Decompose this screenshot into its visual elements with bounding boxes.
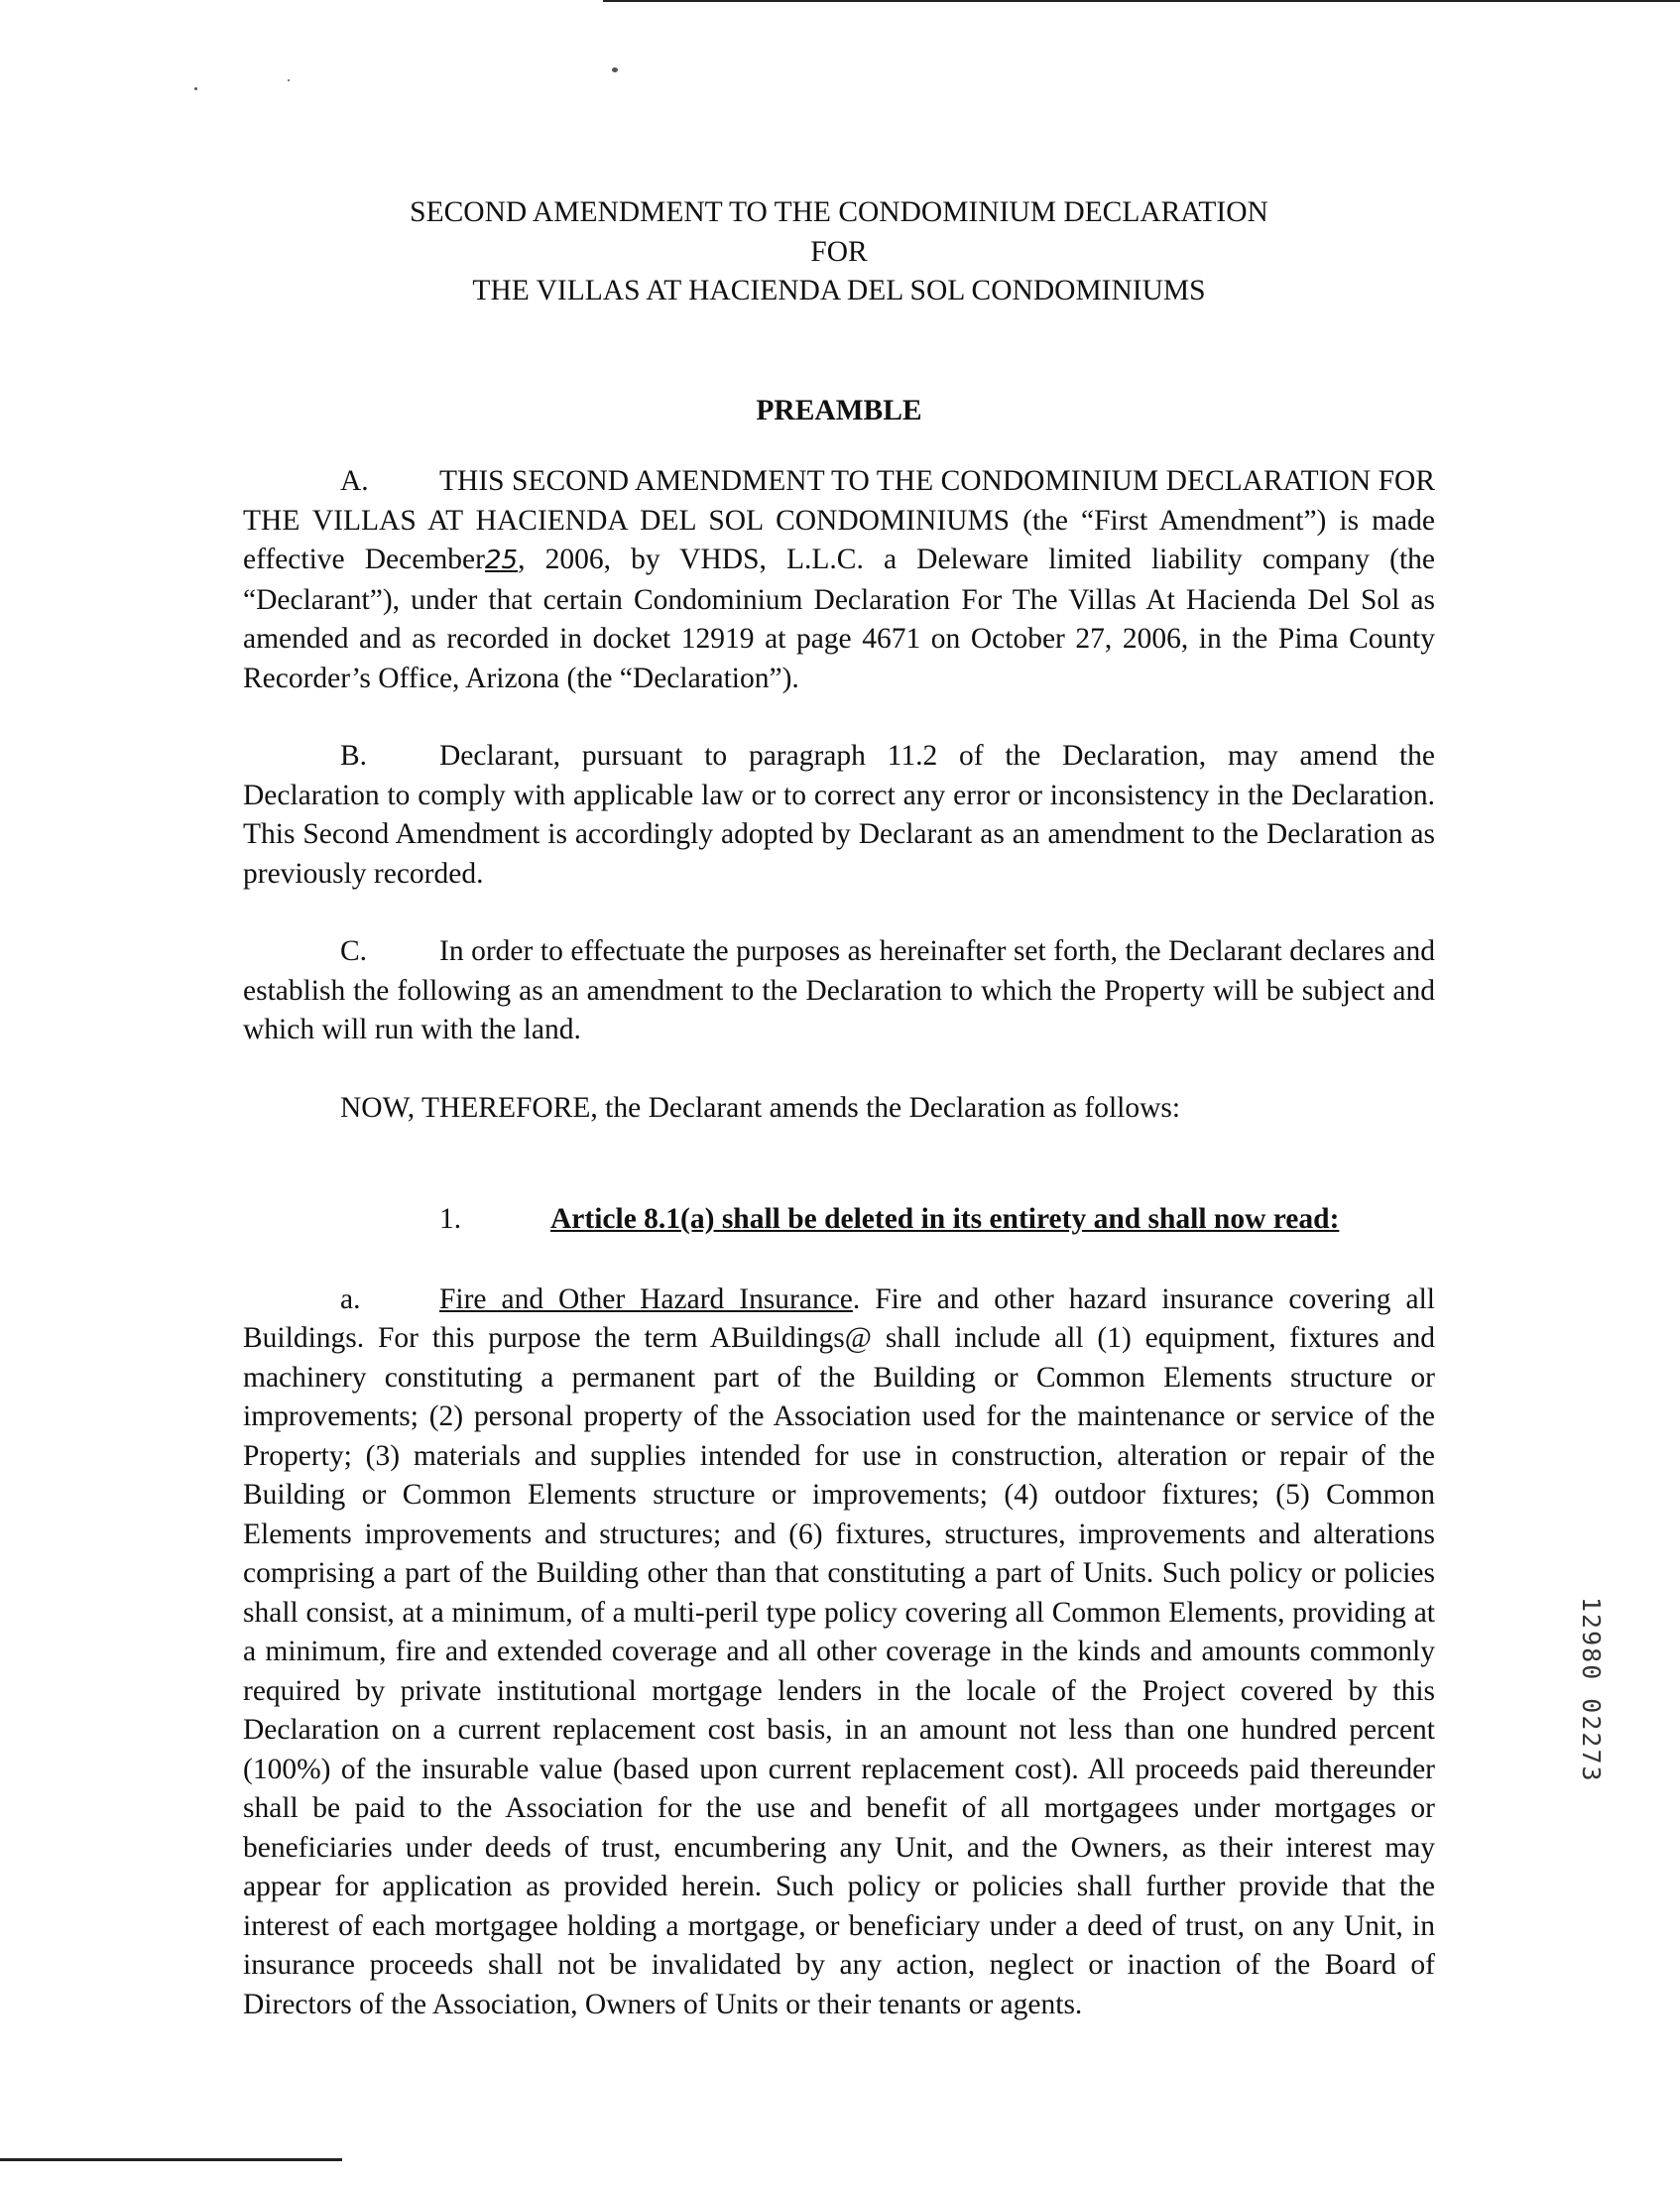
article-heading xyxy=(243,1200,1435,1240)
now-therefore-clause: NOW, THEREFORE, the Declarant amends the Declaration as follows: xyxy=(340,1091,1181,1124)
paragraph-b-text: Declarant, pursuant to paragraph 11.2 of the Declaration, may amend the Declaration to comply with applicable law or to correct any error or inconsistency in the Declaration. This Second Amendment is accordingly adopted by Declarant as an amendment to the Declaration as previously recorded. xyxy=(243,740,1435,890)
document-page xyxy=(243,193,1435,2024)
paragraph-c-text: In order to effectuate the purposes as hereinafter set forth, the Declarant declares and establish the following as an amendment to the Declaration to which the Property will be subject and which will run with the land. xyxy=(243,935,1435,1045)
paragraph-c xyxy=(243,932,1435,1050)
scan-speck xyxy=(288,79,290,81)
paragraph-a-text-1: THIS SECOND AMENDMENT TO THE CONDOMINIUM DECLARATION FOR THE VILLAS AT HACIENDA DEL SOL CONDOMINIUMS (the “First Amendment”) is made effective December xyxy=(243,465,1435,575)
paragraph-b xyxy=(243,737,1435,894)
paragraph-b-label: B. xyxy=(340,740,368,772)
scan-speck xyxy=(612,67,618,72)
paragraph-a-label: A. xyxy=(340,465,369,497)
preamble-heading: PREAMBLE xyxy=(756,394,922,426)
section-a-label: a. xyxy=(340,1282,361,1315)
paragraph-a xyxy=(243,462,1435,698)
scan-edge-top xyxy=(603,0,1680,2)
handwritten-day: 25 xyxy=(484,546,519,575)
title-line-2: FOR xyxy=(810,235,868,268)
document-title xyxy=(243,193,1435,311)
article-colon: : xyxy=(1329,1203,1340,1235)
recorder-stamp: 12980 02273 xyxy=(1577,1597,1606,1783)
section-a xyxy=(243,1280,1435,2025)
scan-edge-bottom xyxy=(0,2158,342,2161)
paragraph-c-label: C. xyxy=(340,935,368,967)
title-line-1: SECOND AMENDMENT TO THE CONDOMINIUM DECLARATION xyxy=(410,196,1268,228)
paragraph-a-text-2: , 2006, by VHDS, L.L.C. a Deleware limited liability company (the “Declarant”), under that certain Condominium Declaration For The Villas At Hacienda Del Sol as amended and as recorded in docket 12919 at page 4671 on October 27, 2006, in the Pima County Recorder’s Office, Arizona (the “Declaration”). xyxy=(243,544,1435,694)
section-a-heading: Fire and Other Hazard Insurance xyxy=(439,1282,853,1315)
article-title: Article 8.1(a) shall be deleted in its entirety and shall now read xyxy=(550,1203,1330,1235)
article-number: 1. xyxy=(439,1203,462,1235)
title-line-3: THE VILLAS AT HACIENDA DEL SOL CONDOMINIUMS xyxy=(472,275,1206,306)
section-a-text: . Fire and other hazard insurance covering all Buildings. For this purpose the term ABuildings@ shall include all (1) equipment, fixtures and machinery constituting a permanent part of the Building or Common Elements structure or improvements; (2) personal property of the Association used for the maintenance or service of the Property; (3) materials and supplies intended for use in construction, alteration or repair of the Building or Common Elements structure or improvements; (4) outdoor fixtures; (5) Common Elements improvements and structures; and (6) fixtures, structures, improvements and alterations comprising a part of the Building other than that constituting a part of Units. Such policy or policies shall consist, at a minimum, of a multi-peril type policy covering all Common Elements, providing at a minimum, fire and extended coverage and all other coverage in the kinds and amounts commonly required by private institutional mortgage lenders in the locale of the Project covered by this Declaration on a current replacement cost basis, in an amount not less than one hundred percent (100%) of the insurable value (based upon current replacement cost). All proceeds paid thereunder shall be paid to the Association for the use and benefit of all mortgagees under mortgages or beneficiaries under deeds of trust, encumbering any Unit, and the Owners, as their interest may appear for application as provided herein. Such policy or policies shall further provide that the interest of each mortgagee holding a mortgage, or beneficiary under a deed of trust, on any Unit, in insurance proceeds shall not be invalidated by any action, neglect or inaction of the Board of Directors of the Association, Owners of Units or their tenants or agents. xyxy=(243,1282,1435,2020)
scan-speck xyxy=(194,87,197,90)
